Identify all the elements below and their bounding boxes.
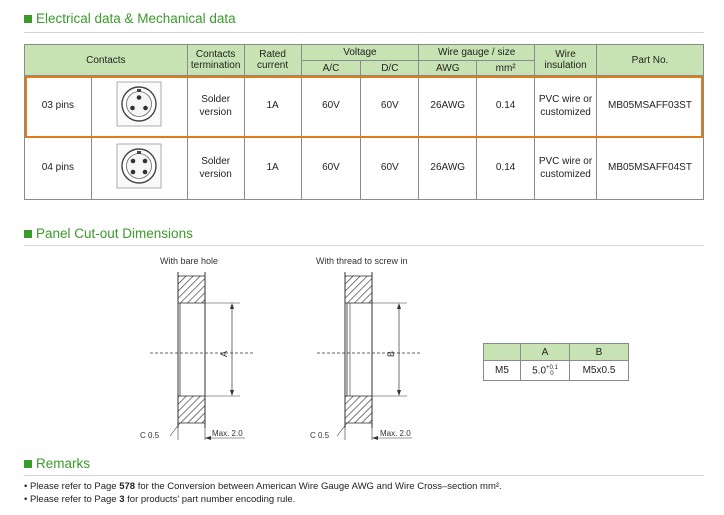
section-title-text: Electrical data & Mechanical data [36, 11, 236, 26]
table-row [25, 76, 704, 138]
connector-4pin-icon [116, 143, 162, 189]
cell-part-no: MB05MSAFF03ST [597, 76, 704, 138]
section-title-panel [24, 226, 193, 241]
dim-a-tolerance [546, 365, 558, 377]
cell-dc: 60V [361, 138, 419, 200]
max-label: Max. 2.0 [212, 429, 243, 438]
dim-a-value: 5.0 [532, 365, 547, 377]
divider [24, 32, 704, 33]
section-title-remarks [24, 456, 90, 471]
header-contacts: Contacts [25, 45, 188, 76]
cell-termination: Solder version [187, 76, 244, 138]
caption-bare-hole: With bare hole [160, 256, 219, 266]
section-title-text: Remarks [36, 456, 91, 471]
cell-dc: 60V [361, 76, 419, 138]
cell-awg: 26AWG [419, 138, 477, 200]
header-vac: A/C [301, 61, 361, 76]
max-label: Max. 2.0 [380, 429, 411, 438]
header-mm2: mm² [477, 61, 535, 76]
thread-hole-drawing [297, 268, 427, 448]
caption-thread: With thread to screw in [316, 256, 408, 266]
header-termination: Contacts termination [187, 45, 244, 76]
dim-header-empty [484, 344, 521, 361]
cell-mm2: 0.14 [477, 76, 535, 138]
bullet-square-icon [24, 230, 32, 238]
dim-header-b: B [570, 344, 629, 361]
remark-text: for the Conversion between American Wire Gauge AWG and Wire Cross–section mm². [135, 481, 502, 492]
remark-2: • Please refer to Page 3 for products' part number encoding rule. [24, 494, 296, 505]
header-rated-current: Rated current [244, 45, 301, 76]
section-title-text: Panel Cut-out Dimensions [36, 226, 193, 241]
dimension-table [483, 343, 629, 381]
cell-insulation: PVC wire or customized [535, 76, 597, 138]
table-row [25, 138, 704, 200]
header-voltage: Voltage [301, 45, 419, 61]
divider [24, 245, 704, 246]
header-part-no: Part No. [597, 45, 704, 76]
remark-text: Please refer to Page [29, 481, 120, 492]
remark-text: Please refer to Page [29, 494, 120, 505]
header-wire-insulation: Wire insulation [535, 45, 597, 76]
connector-cell [91, 138, 187, 200]
cell-part-no: MB05MSAFF04ST [597, 138, 704, 200]
electrical-data-table [24, 44, 704, 200]
section-title-electrical [24, 11, 236, 26]
cell-awg: 26AWG [419, 76, 477, 138]
page-ref: 578 [119, 481, 136, 492]
dim-label-b: B [386, 350, 397, 358]
dim-cell-a [521, 361, 570, 381]
cell-mm2: 0.14 [477, 138, 535, 200]
cell-ac: 60V [301, 76, 361, 138]
cell-pins: 04 pins [25, 138, 92, 200]
remark-1: • Please refer to Page 578 for the Conversion between American Wire Gauge AWG and Wire Cross–section mm². [24, 481, 502, 492]
dim-header-a: A [521, 344, 570, 361]
cell-ac: 60V [301, 138, 361, 200]
bullet-square-icon [24, 15, 32, 23]
cell-pins: 03 pins [25, 76, 92, 138]
remark-text: for products' part number encoding rule. [124, 494, 296, 505]
tol-minus: 0 [550, 370, 554, 377]
cell-current: 1A [244, 138, 301, 200]
connector-cell [91, 76, 187, 138]
bare-hole-drawing [130, 268, 260, 448]
cell-termination: Solder version [187, 138, 244, 200]
dim-label-a: A [219, 350, 230, 358]
cell-current: 1A [244, 76, 301, 138]
chamfer-label: C 0.5 [310, 431, 330, 440]
dim-row-label: M5 [484, 361, 521, 381]
header-vdc: D/C [361, 61, 419, 76]
cell-insulation: PVC wire or customized [535, 138, 597, 200]
page-ref: 3 [119, 494, 125, 505]
header-awg: AWG [419, 61, 477, 76]
header-wire-gauge: Wire gauge / size [419, 45, 535, 61]
dim-cell-b: M5x0.5 [570, 361, 629, 381]
bullet-square-icon [24, 460, 32, 468]
tol-plus: +0.1 [546, 364, 558, 371]
divider [24, 475, 704, 476]
connector-3pin-icon [116, 81, 162, 127]
chamfer-label: C 0.5 [140, 431, 160, 440]
